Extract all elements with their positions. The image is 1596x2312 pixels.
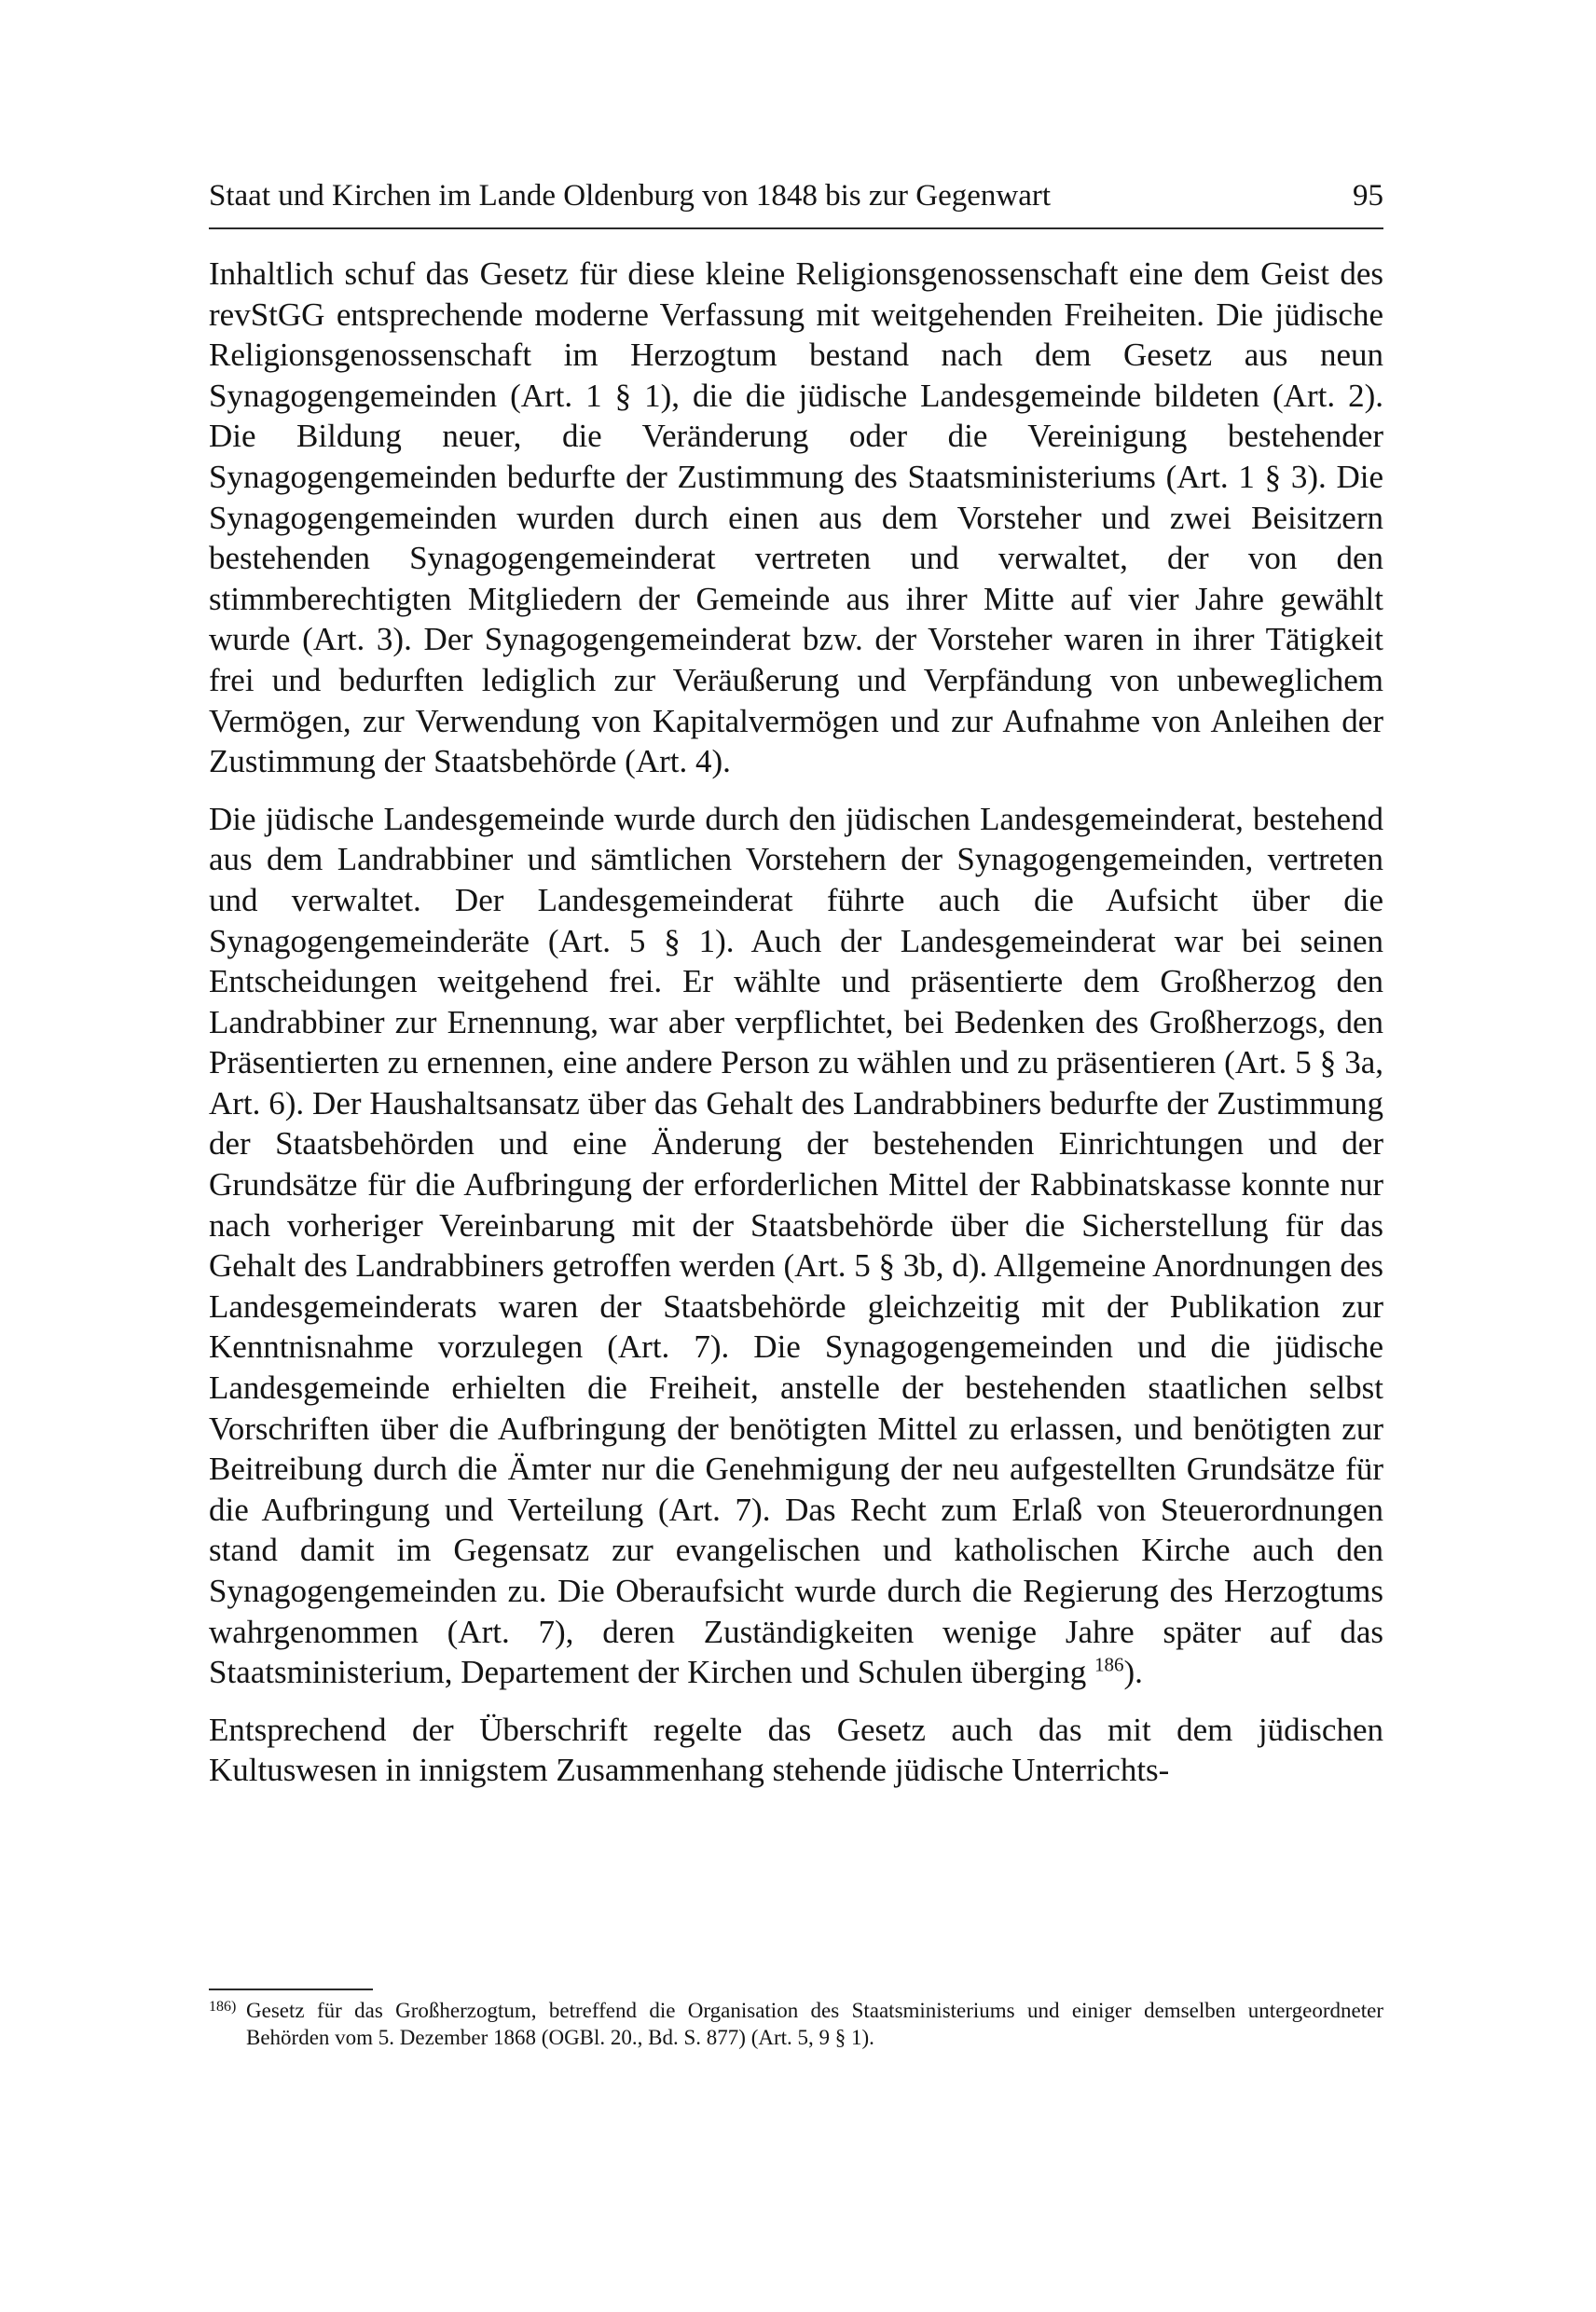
- header-rule: [209, 227, 1383, 229]
- running-title: Staat und Kirchen im Lande Oldenburg von 1848 bis zur Gegenwart: [209, 179, 1052, 213]
- running-header: [209, 172, 1383, 219]
- footnote: [209, 1997, 1383, 2051]
- paragraph-1: [209, 254, 1383, 782]
- paragraph-2-tail: ).: [1123, 1654, 1143, 1691]
- footnote-reference[interactable]: 186: [1094, 1653, 1124, 1676]
- paragraph-1-text: Inhaltlich schuf das Gesetz für diese kleine Religionsgenossenschaft eine dem Geist des revStGG entsprechende moderne Verfassung mit weitgehenden Freiheiten. Die jüdische Religionsgenossenschaft im Herzogtum bestand nach dem Gesetz aus neun Synagogengemeinden (Art. 1 § 1), die die jüdische Landesgemeinde bildeten (Art. 2). Die Bildung neuer, die Veränderung oder die Vereinigung bestehender Synagogengemeinden bedurfte der Zustimmung des Staatsministeriums (Art. 1 § 3). Die Synagogengemeinden wurden durch einen aus dem Vorsteher und zwei Beisitzern bestehenden Synagogengemeinderat vertreten und verwaltet, der von den stimmberechtigten Mitgliedern der Gemeinde aus ihrer Mitte auf vier Jahre gewählt wurde (Art. 3). Der Synagogengemeinderat bzw. der Vorsteher waren in ihrer Tätigkeit frei und bedurften lediglich zur Veräußerung und Verpfändung von unbeweglichem Vermögen, zur Verwendung von Kapitalvermögen und zur Aufnahme von Anleihen der Zustimmung der Staatsbehörde (Art. 4).: [209, 255, 1383, 780]
- paragraph-2-text: Die jüdische Landesgemeinde wurde durch den jüdischen Landesgemeinderat, bestehend aus dem Landrabbiner und sämtlichen Vorstehern der Synagogengemeinden, vertreten und verwaltet. Der Landesgemeinderat führte auch die Aufsicht über die Synagogengemeinderäte (Art. 5 § 1). Auch der Landesgemeinderat war bei seinen Entscheidungen weitgehend frei. Er wählte und präsentierte dem Großherzog den Landrabbiner zur Ernennung, war aber verpflichtet, bei Bedenken des Großherzogs, den Präsentierten zu ernennen, eine andere Person zu wählen und zu präsentieren (Art. 5 § 3a, Art. 6). Der Haushaltsansatz über das Gehalt des Landrabbiners bedurfte der Zustimmung der Staatsbehörden und eine Änderung der bestehenden Einrichtungen und der Grundsätze für die Aufbringung der erforderlichen Mittel der Rabbinatskasse konnte nur nach vorheriger Vereinbarung mit der Staatsbehörde über die Sicherstellung für das Gehalt des Landrabbiners getroffen werden (Art. 5 § 3b, d). Allgemeine Anordnungen des Landesgemeinderats waren der Staatsbehörde gleichzeitig mit der Publikation zur Kenntnisnahme vorzulegen (Art. 7). Die Synagogengemeinden und die jüdische Landesgemeinde erhielten die Freiheit, anstelle der bestehenden staatlichen selbst Vorschriften über die Aufbringung der benötigten Mittel zu erlassen, und benötigten zur Beitreibung durch die Ämter nur die Genehmigung der neu aufgestellten Grundsätze für die Aufbringung und Verteilung (Art. 7). Das Recht zum Erlaß von Steuerordnungen stand damit im Gegensatz zur evangelischen und katholischen Kirche auch den Synagogengemeinden zu. Die Oberaufsicht wurde durch die Regierung des Herzogtums wahrgenommen (Art. 7), deren Zuständigkeiten wenige Jahre später auf das Staatsministerium, Departement der Kirchen und Schulen überging: [209, 800, 1383, 1691]
- paragraph-3: [209, 1710, 1383, 1791]
- footnote-mark: 186): [209, 1999, 237, 2015]
- body-text: [209, 254, 1383, 1791]
- page-number: 95: [1353, 179, 1383, 213]
- paragraph-2: [209, 799, 1383, 1693]
- footnote-rule: [209, 1989, 373, 1990]
- footnote-text: Gesetz für das Großherzogtum, betreffend die Organisation des Staatsministeriums und einiger demselben untergeordneter Behörden vom 5. Dezember 1868 (OGBl. 20., Bd. S. 877) (Art. 5, 9 § 1).: [246, 1999, 1383, 2049]
- paragraph-3-text: Entsprechend der Überschrift regelte das Gesetz auch das mit dem jüdischen Kultuswesen in innigstem Zusammenhang stehende jüdische Unterrichts-: [209, 1711, 1383, 1789]
